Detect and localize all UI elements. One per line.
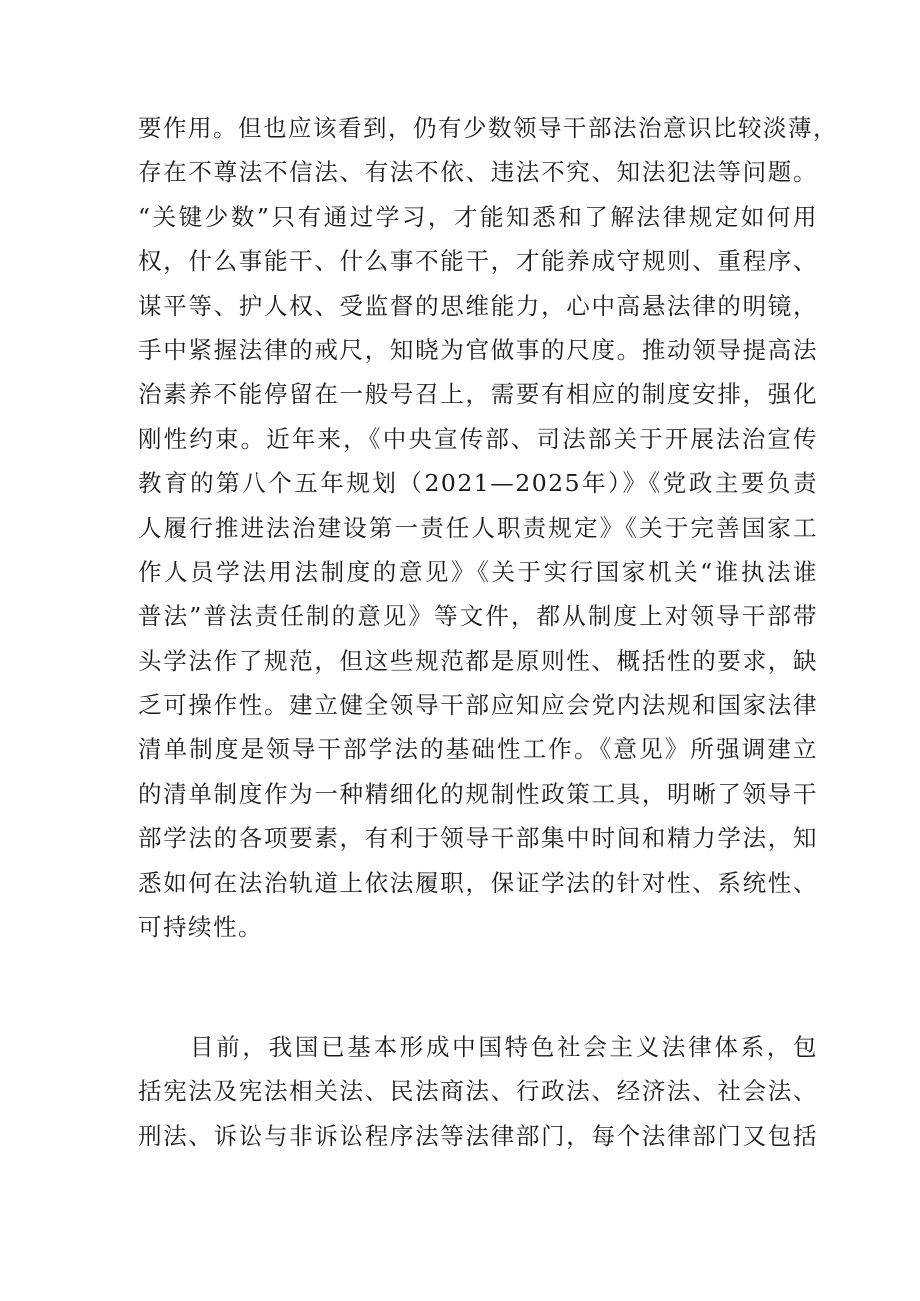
text-line: 人履行推进法治建设第一责任人职责规定》《关于完善国家工 — [138, 513, 818, 542]
text-line: 清单制度是领导干部学法的基础性工作。《意见》所强调建立 — [138, 735, 818, 764]
text-line: 要作用。但也应该看到，仍有少数领导干部法治意识比较淡薄， — [138, 114, 838, 142]
text-line: 括宪法及宪法相关法、民法商法、行政法、经济法、社会法、 — [138, 1077, 818, 1106]
text-line: 可持续性。 — [138, 913, 263, 942]
text-line: 目前，我国已基本形成中国特色社会主义法律体系，包 — [190, 1033, 818, 1061]
text-line: “关键少数”只有通过学习，才能知悉和了解法律规定如何用 — [138, 202, 818, 231]
text-line: 作人员学法用法制度的意见》《关于实行国家机关“谁执法谁 — [138, 557, 818, 586]
text-line: 谋平等、护人权、受监督的思维能力，心中高悬法律的明镜， — [138, 291, 818, 320]
text-line: 悉如何在法治轨道上依法履职，保证学法的针对性、系统性、 — [138, 868, 818, 897]
text-line: 手中紧握法律的戒尺，知晓为官做事的尺度。推动领导提高法 — [138, 335, 818, 364]
text-line: 权，什么事能干、什么事不能干，才能养成守规则、重程序、 — [138, 247, 818, 276]
text-line: 普法”普法责任制的意见》等文件，都从制度上对领导干部带 — [138, 602, 818, 631]
text-line: 教育的第八个五年规划（2021—2025年）》《党政主要负责 — [138, 469, 818, 498]
text-line: 存在不尊法不信法、有法不依、违法不究、知法犯法等问题。 — [138, 158, 818, 187]
text-line: 头学法作了规范，但这些规范都是原则性、概括性的要求，缺 — [138, 646, 818, 675]
text-line: 刑法、诉讼与非诉讼程序法等法律部门，每个法律部门又包括 — [138, 1121, 818, 1150]
text-line: 的清单制度作为一种精细化的规制性政策工具，明晰了领导干 — [138, 779, 818, 808]
paragraph-2 — [138, 1025, 818, 1158]
paragraph-1 — [138, 106, 838, 949]
text-line: 部学法的各项要素，有利于领导干部集中时间和精力学法，知 — [138, 824, 818, 853]
text-line: 乏可操作性。建立健全领导干部应知应会党内法规和国家法律 — [138, 691, 818, 720]
text-line: 治素养不能停留在一般号召上，需要有相应的制度安排，强化 — [138, 380, 818, 409]
text-line: 刚性约束。近年来，《中央宣传部、司法部关于开展法治宣传 — [138, 424, 818, 453]
